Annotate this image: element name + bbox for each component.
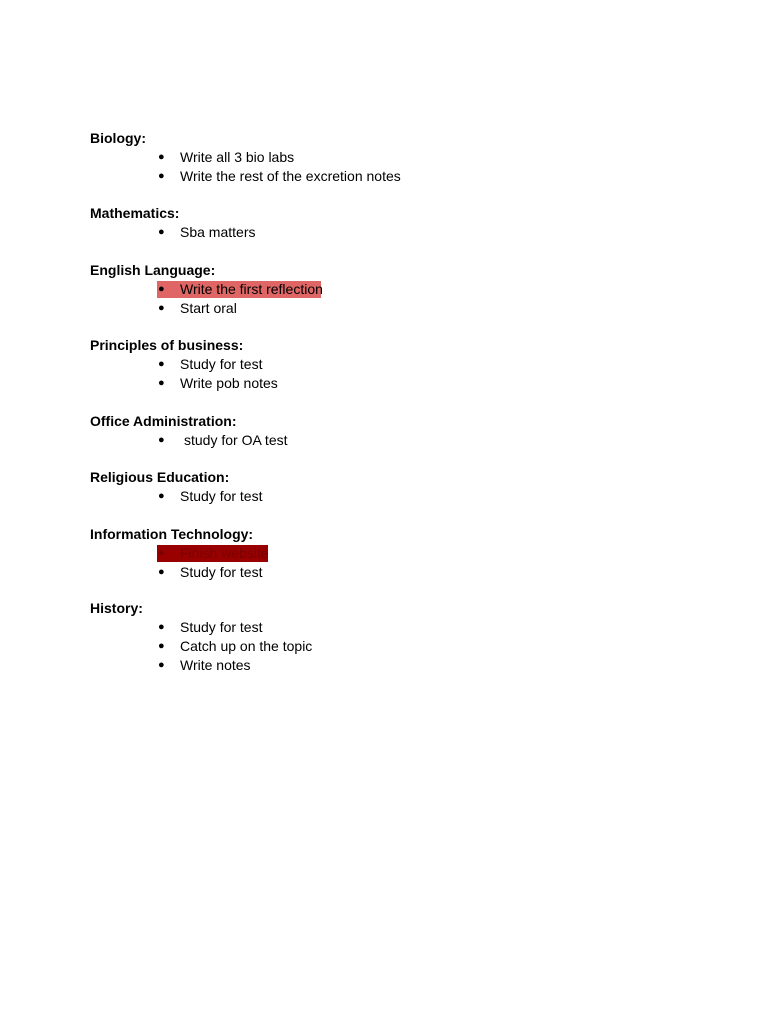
list-item (90, 656, 690, 675)
section-heading: Information Technology: (90, 526, 254, 542)
list-item (90, 167, 690, 186)
section-heading: Mathematics: (90, 205, 180, 221)
list-item-text: Study for test (180, 488, 263, 504)
bullet-icon: ● (158, 547, 165, 559)
list-item-text: Finish website (180, 545, 269, 561)
bullet-icon: ● (158, 659, 165, 671)
task-list (90, 431, 690, 450)
bullet-icon: ● (158, 434, 165, 446)
bullet-icon: ● (158, 640, 165, 652)
section-information-technology (90, 525, 690, 582)
list-item-text: Study for test (180, 356, 263, 372)
task-list (90, 280, 690, 318)
section-biology (90, 129, 690, 186)
list-item (90, 374, 690, 393)
section-heading: History: (90, 600, 143, 616)
bullet-icon: ● (158, 283, 165, 295)
list-item (90, 563, 690, 582)
section-religious-education (90, 468, 690, 506)
task-list (90, 544, 690, 582)
list-item (90, 637, 690, 656)
list-item-highlighted (90, 280, 690, 299)
list-item (90, 148, 690, 167)
list-item-text: Write notes (180, 657, 251, 673)
section-heading: English Language: (90, 262, 216, 278)
list-item (90, 618, 690, 637)
bullet-icon: ● (158, 377, 165, 389)
bullet-icon: ● (158, 226, 165, 238)
task-list (90, 148, 690, 186)
task-list (90, 355, 690, 393)
list-item (90, 431, 690, 450)
list-item-text: Write all 3 bio labs (180, 149, 295, 165)
task-list (90, 487, 690, 506)
list-item-text: Start oral (180, 300, 237, 316)
bullet-icon: ● (158, 302, 165, 314)
section-mathematics (90, 204, 690, 242)
list-item (90, 223, 690, 242)
task-list (90, 223, 690, 242)
list-item-text: Sba matters (180, 224, 256, 240)
task-list (90, 618, 690, 675)
list-item-text: Write the rest of the excretion notes (180, 168, 401, 184)
bullet-icon: ● (158, 490, 165, 502)
section-heading: Religious Education: (90, 469, 230, 485)
section-principles-of-business (90, 336, 690, 393)
section-heading: Biology: (90, 130, 146, 146)
section-english-language (90, 261, 690, 318)
bullet-icon: ● (158, 358, 165, 370)
bullet-icon: ● (158, 566, 165, 578)
list-item-highlighted (90, 544, 690, 563)
section-history (90, 599, 690, 675)
list-item (90, 299, 690, 318)
bullet-icon: ● (158, 621, 165, 633)
list-item-text: Write pob notes (180, 375, 278, 391)
list-item-text: Write the first reflection (180, 281, 323, 297)
list-item (90, 487, 690, 506)
section-heading: Principles of business: (90, 337, 244, 353)
list-item-text: study for OA test (184, 432, 288, 448)
list-item-text: Catch up on the topic (180, 638, 313, 654)
bullet-icon: ● (158, 170, 165, 182)
bullet-icon: ● (158, 151, 165, 163)
section-office-administration (90, 412, 690, 450)
list-item-text: Study for test (180, 619, 263, 635)
list-item-text: Study for test (180, 564, 263, 580)
list-item (90, 355, 690, 374)
section-heading: Office Administration: (90, 413, 237, 429)
